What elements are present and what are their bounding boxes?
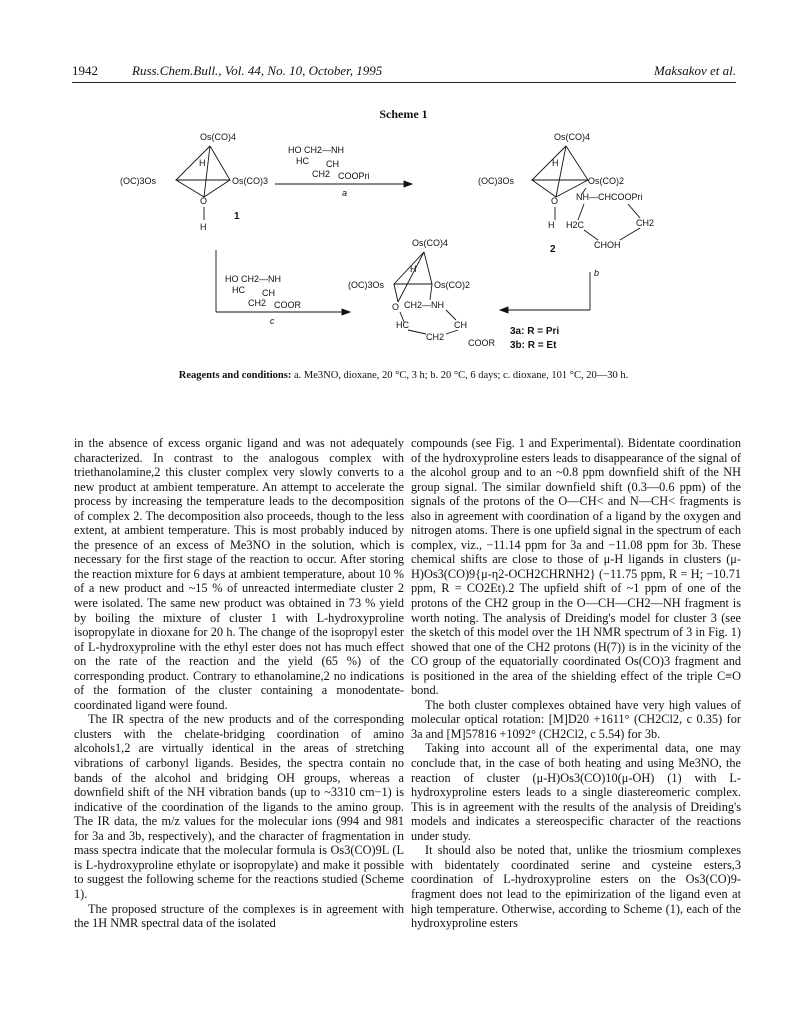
oxygen-label: O — [200, 196, 208, 206]
arrow-c-label: c — [270, 316, 275, 326]
scheme-title: Scheme 1 — [379, 107, 428, 121]
hc-label-3: HC — [396, 320, 409, 330]
ch2-label-3: CH2 — [426, 332, 445, 342]
choh-label: CHOH — [594, 240, 621, 250]
right-paragraph-2: The both cluster complexes obtained have very high values of molecular optical rotation: [M]D20 +1611° (CH2Cl2, c 0.35) for 3a and [M]57816 +1092° (CH2Cl2, c 5.54) for 3b. — [411, 697, 741, 741]
oc3os-label-3: (OC)3Os — [348, 280, 384, 290]
ch2-nh-label-3: CH2—NH — [404, 300, 445, 310]
os-co2-label-2: Os(CO)2 — [588, 176, 624, 186]
ligand-ho-ch2-nh-c: HO CH2—NH — [225, 274, 282, 284]
arrow-a-label: a — [342, 188, 348, 198]
right-paragraph-1: compounds (see Fig. 1 and Experimental). Bidentate coordination of the hydroxyproline esters leads to disappearance of the signal of the alcohol group and to an ~0.8 ppm downfield shift of the NH group signal. The similar downfield shift (0.3—0.6 ppm) of the signals of the protons of the O—CH< and N—CH< fragments is also in agreement with coordination of a ligand by the oxygen and nitrogen atoms. There is one upfield signal in the spectrum of each complex, viz., −11.14 ppm for 3a and −11.08 ppm for 3b. These chemical shifts are close to those of μ-H ligands in clusters (μ-H)Os3(CO)9{μ-η2-OCH2CHRNH2} (−11.75 ppm, R = H; −10.71 ppm, R = CO2Et).2 The upfield shift of ~1 ppm of one of the protons of the CH2 group in the O—CH—CH2—NH fragment is worth noting. The analysis of Dreiding's model for cluster 3 (see the sketch of this model over the 1H NMR spectrum of 3 in Fig. 1) showed that one of the CH2 protons (H(7)) is in the vicinity of the CO group of the equatorially coordinated Os(CO)3 fragment and is positioned in the area of the shielding effect of the triple C≡O bond. — [411, 436, 741, 698]
os-co4-label-2: Os(CO)4 — [554, 132, 590, 142]
compound-3a-label: 3a: R = Pri — [510, 326, 560, 337]
h2c-label: H2C — [566, 220, 585, 230]
reagents-conditions — [0, 370, 807, 381]
arrow-a — [275, 145, 412, 198]
compound-3b-label: 3b: R = Et — [510, 340, 557, 351]
oc3os-label: (OC)3Os — [120, 176, 156, 186]
hydride-label-3: H — [410, 264, 417, 274]
ligand-ch2: CH2 — [312, 169, 331, 179]
ligand-coor-c: COOR — [274, 300, 301, 310]
cluster-2 — [478, 132, 654, 255]
oc3os-label-2: (OC)3Os — [478, 176, 514, 186]
coor-label-3: COOR — [468, 338, 495, 348]
os-co2-label-3: Os(CO)2 — [434, 280, 470, 290]
reagents-label: Reagents and conditions: — [178, 370, 292, 381]
nh-chcoopr-label: NH—CHCOOPri — [576, 192, 643, 202]
ch2-label-2: CH2 — [636, 218, 655, 228]
ligand-hc: HC — [296, 156, 309, 166]
ligand-ho-ch2-nh: HO CH2—NH — [288, 145, 345, 155]
os-co3-label: Os(CO)3 — [232, 176, 268, 186]
journal-citation: Russ.Chem.Bull., Vol. 44, No. 10, October, 1995 — [132, 63, 383, 78]
ligand-ch-c: CH — [262, 288, 275, 298]
compound-1-label: 1 — [234, 211, 240, 222]
page-number: 1942 — [72, 63, 98, 78]
ch-label-3: CH — [454, 320, 467, 330]
arrow-b — [500, 268, 599, 313]
cluster-1 — [120, 132, 268, 232]
reaction-scheme — [100, 122, 710, 354]
ligand-hc-c: HC — [232, 285, 245, 295]
header-rule — [72, 82, 736, 83]
running-header — [72, 63, 736, 83]
oxygen-label-2: O — [551, 196, 559, 206]
arrow-b-label: b — [594, 268, 600, 278]
reagents-text: a. Me3NO, dioxane, 20 °C, 3 h; b. 20 °C, 6 days; c. dioxane, 101 °C, 20—30 h. — [291, 370, 629, 381]
ligand-ch2-c: CH2 — [248, 298, 267, 308]
hydroxyl-h-label: H — [200, 222, 207, 232]
left-paragraph-1: in the absence of excess organic ligand and was not adequately characterized. In contrast to the analogous complex with triethanolamine,2 this cluster complex very slowly converts to a new product at ambient temperature. An attempt to accelerate the process by increasing the temperature leads to the decomposition of complex 2. The decomposition also proceeds, though to the less extent, at ambient temperature. This is most probably induced by the presence of an excess of Me3NO in the solution, which is necessary for the first stage of the reaction to occur. After storing the reaction mixture for 6 days at ambient temperature, about 10 % of a new product and ~15 % of unreacted intermediate cluster 2 were isolated. The same new product was obtained in 73 % yield by boiling the mixture of cluster 1 with L-hydroxyproline isopropylate in dioxane for 20 h. The change of the isopropyl ester of L-hydroxyproline with the ethyl ester does not has much effect on the rate of the reaction and the yield (65 %) of the corresponding product. Contrary to ethanolamine,2 no indications of the formation of the cluster containing a monodentate-coordinated ligand were found. — [74, 436, 404, 712]
oxygen-label-3: O — [392, 302, 400, 312]
ligand-coopr: COOPri — [338, 171, 370, 181]
right-paragraph-3: Taking into account all of the experimental data, one may conclude that, in the case of both heating and using Me3NO, the reaction of cluster (μ-H)Os3(CO)10(μ-OH) (1) with L-hydroxyproline esters leads to a single diastereomeric complex. This is in agreement with the results of the analysis of Dreiding's models and indicates a stereospecific character of the reactions under study. — [411, 741, 741, 843]
left-paragraph-2: The IR spectra of the new products and of the corresponding clusters with the chelate-bridging coordination of amino alcohols1,2 are virtually identical in the areas of stretching vibrations of carbonyl ligands. Besides, the spectra contain no bands of the alcohol and bridging OH groups, whereas a downfield shift of the NH vibration bands (up to ~3310 cm−1) is indicative of the coordination of the ligands to the amino group. The IR data, the m/z values for the molecular ions (994 and 981 for 3a and 3b, respectively), and the character of fragmentation in mass spectra indicate that the molecular formula is Os3(CO)9L (L is L-hydroxyproline ethylate or isopropylate) and make it possible to suggest the following scheme for the reactions studied (Scheme 1). — [74, 712, 404, 901]
cluster-3 — [348, 238, 559, 351]
hydride-label-2: H — [552, 158, 559, 168]
compound-2-label: 2 — [550, 244, 556, 255]
right-column — [411, 436, 741, 931]
os-co4-label: Os(CO)4 — [200, 132, 236, 142]
running-author: Maksakov et al. — [654, 63, 736, 78]
hydroxyl-h-label-2: H — [548, 220, 555, 230]
hydride-label: H — [199, 158, 206, 168]
left-paragraph-3: The proposed structure of the complexes is in agreement with the 1H NMR spectral data of the isolated — [74, 901, 404, 931]
ligand-ch: CH — [326, 159, 339, 169]
os-co4-label-3: Os(CO)4 — [412, 238, 448, 248]
right-paragraph-4: It should also be noted that, unlike the triosmium complexes with bidentately coordinated serine and cysteine esters,3 coordination of L-hydroxyproline esters on the Os3(CO)9-fragment does not lead to the epimirization of the ligand even at high temperature. Otherwise, according to Scheme (1), each of the hydroxyproline esters — [411, 843, 741, 931]
left-column — [74, 436, 404, 931]
arrow-c — [216, 250, 350, 326]
